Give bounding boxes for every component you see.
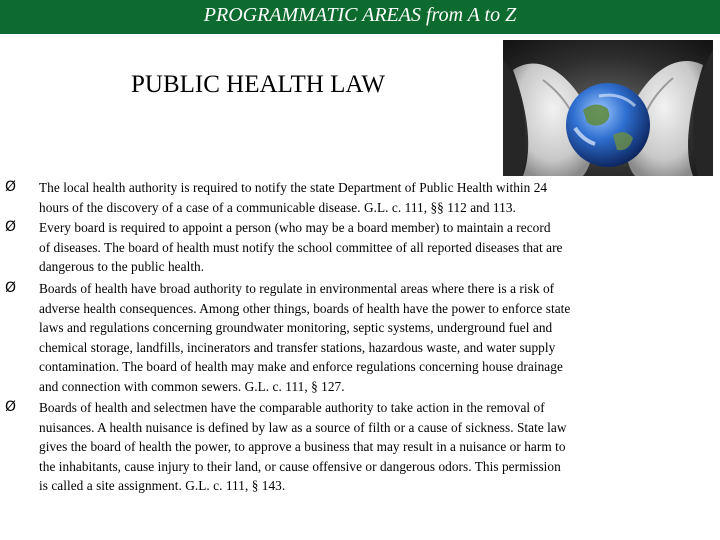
arrow-bullet-icon: Ø xyxy=(5,399,17,415)
header-banner xyxy=(0,0,720,34)
arrow-bullet-icon: Ø xyxy=(5,219,17,235)
bullet-line: adverse health consequences. Among other things, boards of health have the power to enforce state xyxy=(39,300,571,316)
bullet-line: nuisances. A health nuisance is defined by law as a source of filth or a cause of sickness. State law xyxy=(39,419,567,435)
bullet-line: the inhabitants, cause injury to their land, or cause offensive or dangerous odors. This permission xyxy=(39,458,561,474)
list-item xyxy=(5,279,717,397)
hands-holding-earth-icon xyxy=(503,40,713,176)
list-item xyxy=(5,218,717,277)
section-title: PUBLIC HEALTH LAW xyxy=(131,71,386,98)
bullet-line: gives the board of health the power, to approve a business that may result in a nuisance or harm to xyxy=(39,439,566,455)
bullet-line: hours of the discovery of a case of a communicable disease. G.L. c. 111, §§ 112 and 113. xyxy=(39,199,516,215)
bullet-line: The local health authority is required to notify the state Department of Public Health within 24 xyxy=(39,180,548,195)
bullet-line: Every board is required to appoint a person (who may be a board member) to maintain a record xyxy=(39,220,551,235)
bullet-line: Boards of health have broad authority to regulate in environmental areas where there is a risk of xyxy=(39,281,555,296)
bullet-line: is called a site assignment. G.L. c. 111, § 143. xyxy=(39,478,286,494)
bullet-line: dangerous to the public health. xyxy=(39,259,205,275)
bullet-line: of diseases. The board of health must notify the school committee of all reported diseases that are xyxy=(39,239,563,255)
bullet-line: Boards of health and selectmen have the comparable authority to take action in the removal of xyxy=(39,400,545,415)
list-item xyxy=(5,178,717,217)
bullet-line: and connection with common sewers. G.L. c. 111, § 127. xyxy=(39,378,345,394)
bullet-line: laws and regulations concerning groundwater monitoring, septic systems, underground fuel and xyxy=(39,320,553,336)
header-title: PROGRAMMATIC AREAS from A to Z xyxy=(203,4,517,26)
arrow-bullet-icon: Ø xyxy=(5,280,17,296)
bullet-line: contamination. The board of health may make and enforce regulations concerning house drainage xyxy=(39,359,563,375)
bullet-line: chemical storage, landfills, incinerators and transfer stations, hazardous waste, and water supply xyxy=(39,339,556,355)
arrow-bullet-icon: Ø xyxy=(5,179,17,195)
list-item xyxy=(5,398,717,496)
